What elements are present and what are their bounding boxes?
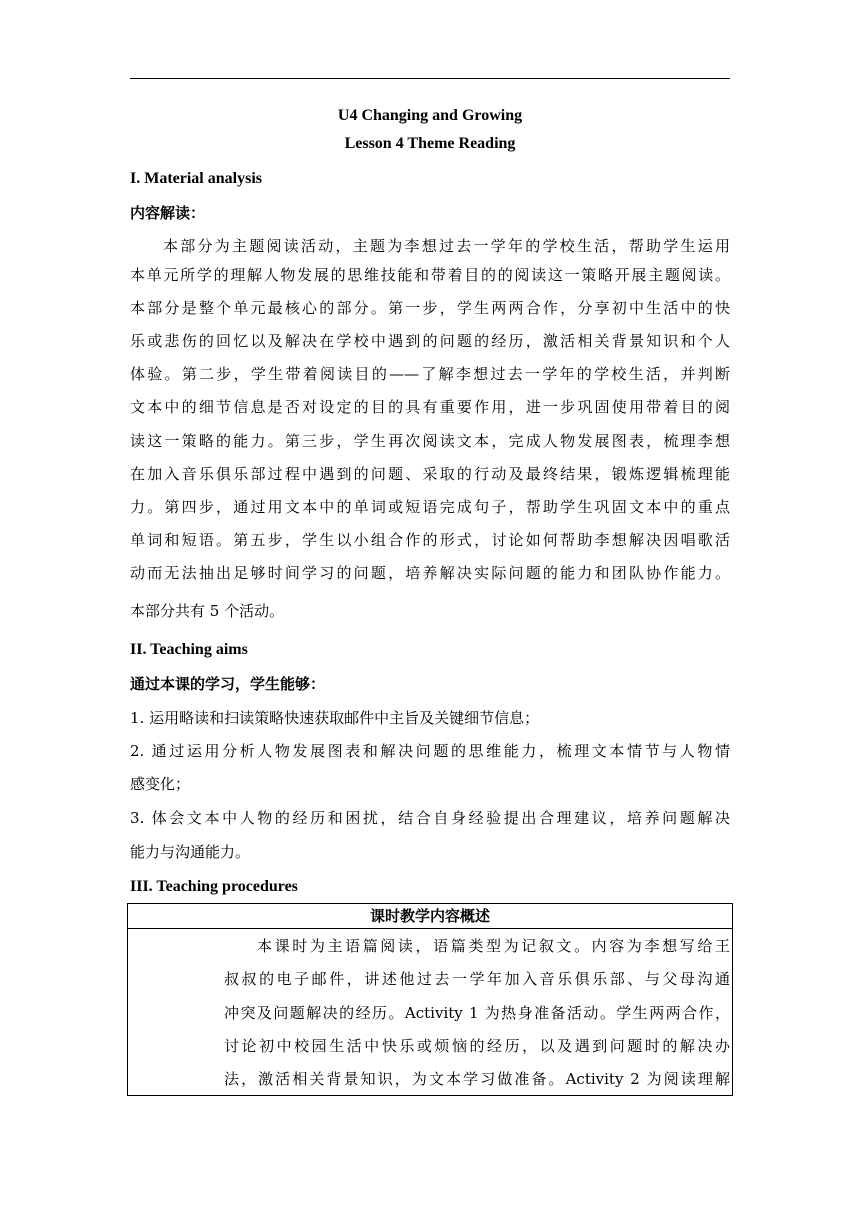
header-rule bbox=[130, 78, 730, 79]
aims-intro: 通过本课的学习，学生能够： bbox=[130, 675, 326, 693]
aim-item-2-continued: 感变化； bbox=[130, 775, 191, 793]
table-header: 课时教学内容概述 bbox=[128, 904, 732, 929]
paragraph-line: 单词和短语。第五步，学生以小组合作的形式，讨论如何帮助李想解决因唱歌活 bbox=[130, 531, 730, 549]
aim-item-3: 3. 体会文本中人物的经历和困扰，结合自身经验提出合理建议，培养问题解决 bbox=[130, 809, 730, 827]
paragraph-line: 本部分是整个单元最核心的部分。第一步，学生两两合作，分享初中生活中的快 bbox=[130, 299, 730, 317]
section-heading-material-analysis: I. Material analysis bbox=[130, 170, 262, 187]
paragraph-line: 本部分共有 5 个活动。 bbox=[130, 602, 285, 620]
table-cell-line: 讨论初中校园生活中快乐或烦恼的经历，以及遇到问题时的解决办 bbox=[224, 1037, 730, 1055]
procedures-table bbox=[127, 903, 733, 1096]
paragraph-line: 本部分为主题阅读活动，主题为李想过去一学年的学校生活，帮助学生运用 bbox=[163, 237, 730, 255]
table-cell-line: 法，激活相关背景知识，为文本学习做准备。Activity 2 为阅读理解 bbox=[224, 1070, 730, 1088]
table-cell-line: 冲突及问题解决的经历。Activity 1 为热身准备活动。学生两两合作， bbox=[224, 1004, 730, 1022]
paragraph-line: 乐或悲伤的回忆以及解决在学校中遇到的问题的经历，激活相关背景知识和个人 bbox=[130, 332, 730, 350]
paragraph-line: 读这一策略的能力。第三步，学生再次阅读文本，完成人物发展图表，梳理李想 bbox=[130, 432, 730, 450]
content-interpretation-heading: 内容解读： bbox=[130, 204, 206, 222]
paragraph-line: 本单元所学的理解人物发展的思维技能和带着目的的阅读这一策略开展主题阅读。 bbox=[130, 266, 730, 284]
lesson-title: Lesson 4 Theme Reading bbox=[344, 135, 516, 152]
paragraph-line: 力。第四步，通过用文本中的单词或短语完成句子，帮助学生巩固文本中的重点 bbox=[130, 498, 730, 516]
section-heading-teaching-aims: II. Teaching aims bbox=[130, 641, 248, 658]
paragraph-line: 文本中的细节信息是否对设定的目的具有重要作用，进一步巩固使用带着目的阅 bbox=[130, 398, 730, 416]
table-cell-line: 本课时为主语篇阅读，语篇类型为记叙文。内容为李想写给王 bbox=[257, 937, 730, 955]
paragraph-line: 体验。第二步，学生带着阅读目的——了解李想过去一学年的学校生活，并判断 bbox=[130, 365, 730, 383]
section-heading-teaching-procedures: III. Teaching procedures bbox=[130, 878, 298, 895]
aim-item-1: 1. 运用略读和扫读策略快速获取邮件中主旨及关键细节信息； bbox=[130, 709, 540, 727]
table-cell-line: 叔叔的电子邮件，讲述他过去一学年加入音乐俱乐部、与父母沟通 bbox=[224, 970, 730, 988]
paragraph-line: 在加入音乐俱乐部过程中遇到的问题、采取的行动及最终结果，锻炼逻辑梳理能 bbox=[130, 465, 730, 483]
unit-title: U4 Changing and Growing bbox=[337, 107, 523, 124]
aim-item-2: 2. 通过运用分析人物发展图表和解决问题的思维能力，梳理文本情节与人物情 bbox=[130, 742, 730, 760]
aim-item-3-continued: 能力与沟通能力。 bbox=[130, 843, 251, 861]
paragraph-line: 动而无法抽出足够时间学习的问题，培养解决实际问题的能力和团队协作能力。 bbox=[130, 564, 730, 582]
